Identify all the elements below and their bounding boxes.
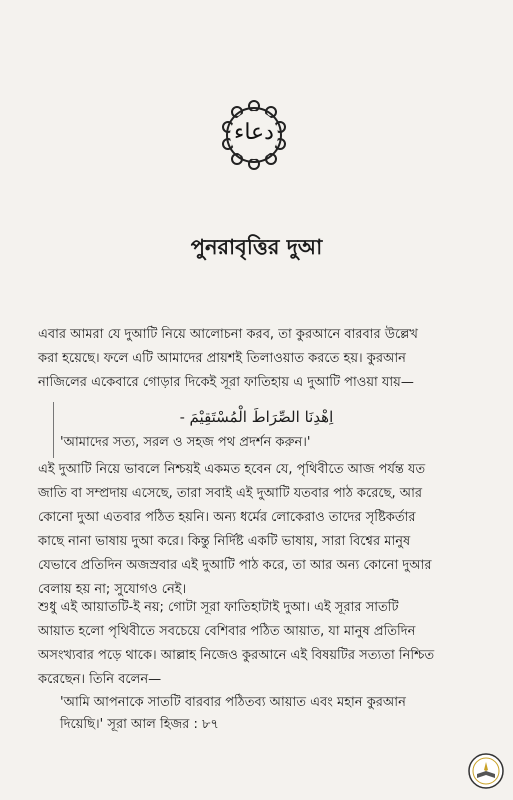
text-line: করা হয়েছে। ফলে এটি আমাদের প্রায়শই তিলাওয়াত করতে হয়। কুরআন [38, 351, 406, 366]
text-line: জাতি বা সম্প্রদায় এসেছে, তারা সবাই এই দুআটি যতবার পাঠ করেছে, আর [38, 486, 423, 501]
body-paragraph [38, 458, 482, 602]
dua-emblem [214, 98, 294, 172]
text-line: কাছে নানা ভাষায় দুআ করে। কিন্তু নির্দিষ্ট একটি ভাষায়, সারা বিশ্বের মানুষ [38, 534, 411, 549]
text-line: দিয়েছি।' সূরা আল হিজর : ৮৭ [60, 717, 219, 732]
text-line: বেলায় হয় না; সুযোগও নেই। [38, 582, 187, 597]
emblem-arabic-text: دعاء [234, 120, 274, 145]
arabic-verse: اِهْدِنَا الصِّرَاطَ الْمُسْتَقِيْمَ - [179, 408, 334, 426]
text-line: আয়াত হলো পৃথিবীতে সবচেয়ে বেশিবার পঠিত আয়াত, যা মানুষ প্রতিদিন [38, 624, 416, 639]
book-logo-icon [467, 752, 505, 790]
text-line: শুধু এই আয়াতটি-ই নয়; গোটা সূরা ফাতিহাটাই দুআ। এই সূরার সাতটি [38, 600, 399, 615]
verse-translation: 'আমাদের সত্য, সরল ও সহজ পথ প্রদর্শন করুন।' [60, 435, 311, 450]
text-line: অসংখ্যবার পড়ে থাকে। আল্লাহ নিজেও কুরআনে এই বিষয়টির সত্যতা নিশ্চিত [38, 648, 435, 663]
text-line: এবার আমরা যে দুআটি নিয়ে আলোচনা করব, তা কুরআনে বারবার উল্লেখ [38, 327, 418, 342]
text-line: যেভাবে প্রতিদিন অজস্রবার এই দুআটি পাঠ করে, তা আর অন্য কোনো দুআর [38, 558, 432, 573]
intro-paragraph [38, 323, 482, 395]
text-line: নাজিলের একেবারে গোড়ার দিকেই সূরা ফাতিহায় এ দুআটি পাওয়া যায়— [38, 375, 414, 390]
third-paragraph [38, 596, 482, 692]
text-line: এই দুআটি নিয়ে ভাবলে নিশ্চয়ই একমত হবেন যে, পৃথিবীতে আজ পর্যন্ত যত [38, 462, 426, 477]
closing-quote [60, 692, 480, 736]
text-line: কোনো দুআ এতবার পঠিত হয়নি। অন্য ধর্মের লোকেরাও তাদের সৃষ্টিকর্তার [38, 510, 416, 525]
text-line: করেছেন। তিনি বলেন— [38, 672, 162, 687]
publisher-logo [467, 752, 505, 790]
chapter-title: পুনরাবৃত্তির দুআ [190, 235, 323, 259]
text-line: 'আমি আপনাকে সাতটি বারবার পঠিতব্য আয়াত এবং মহান কুরআন [60, 695, 406, 710]
